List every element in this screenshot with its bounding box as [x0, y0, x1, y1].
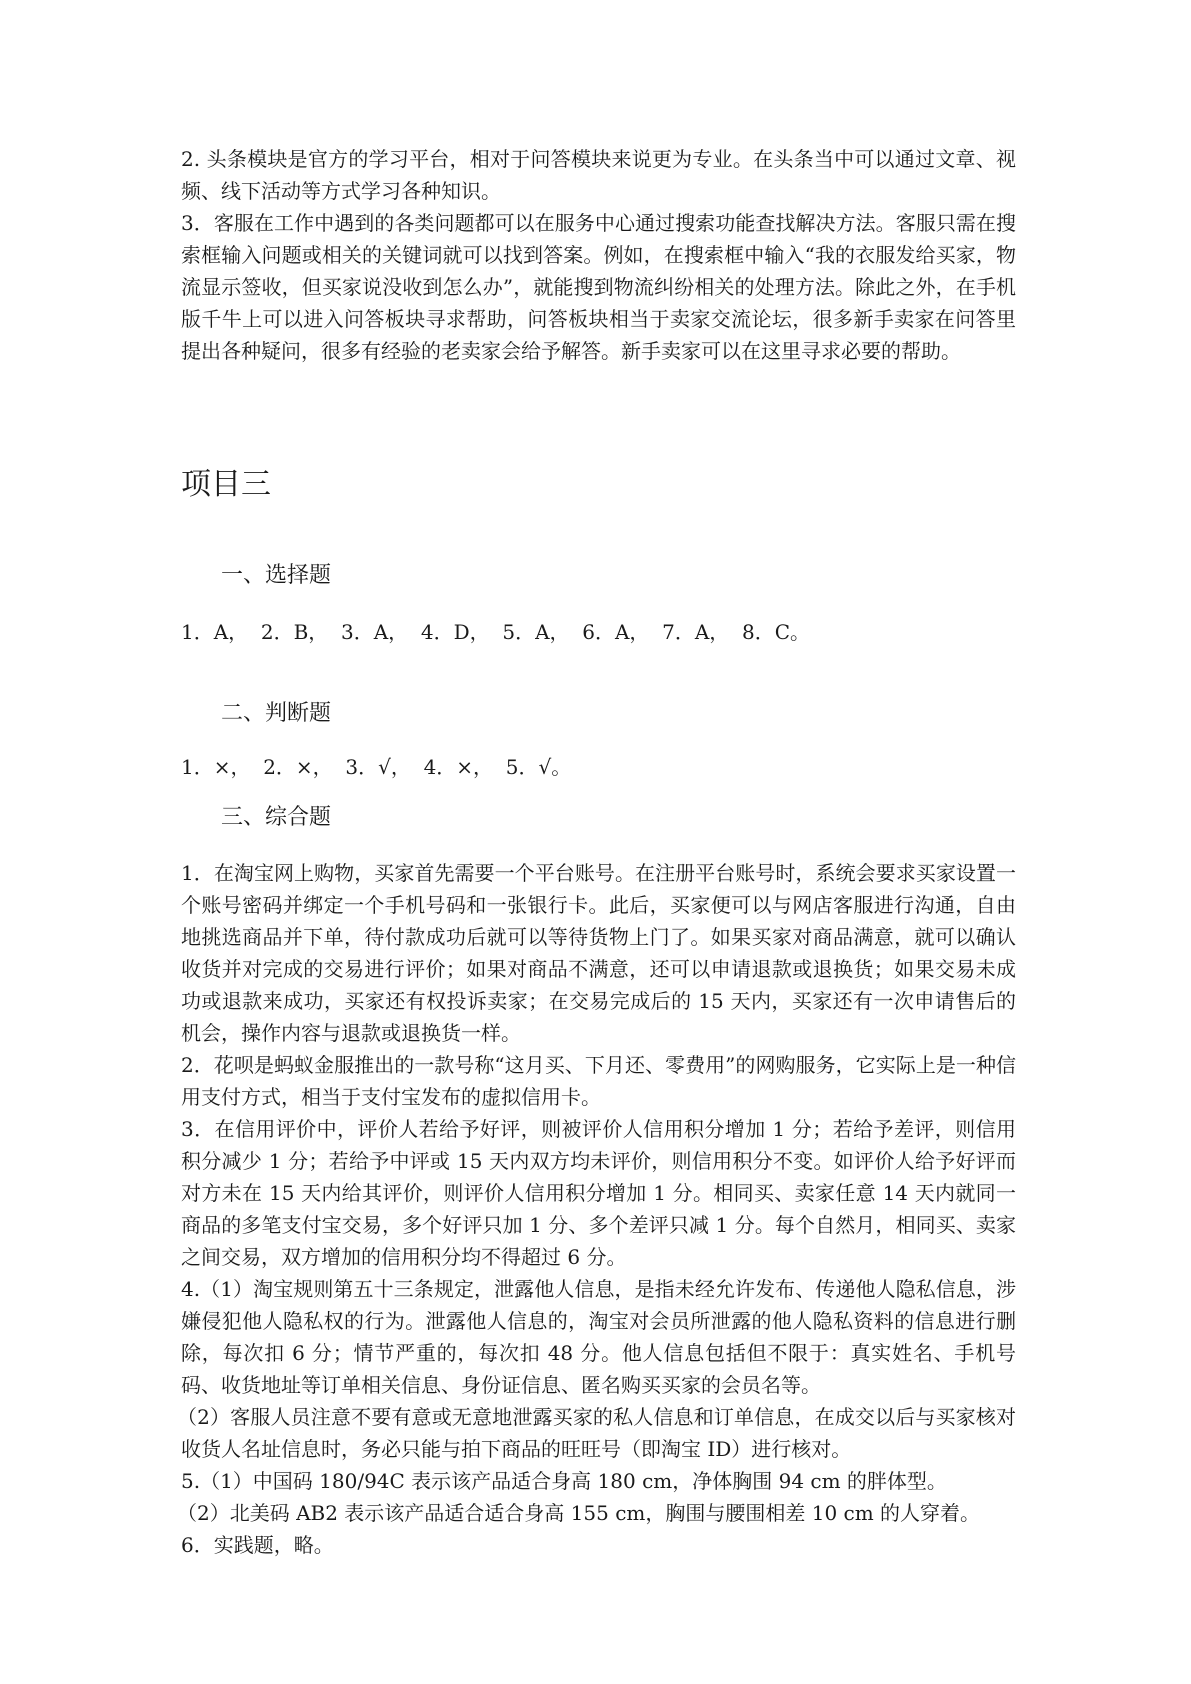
intro-paragraph-3: 3．客服在工作中遇到的各类问题都可以在服务中心通过搜索功能查找解决方法。客服只需在搜索框输入问题或相关的关键词就可以找到答案。例如，在搜索框中输入“我的衣服发给买家，物流显示签收，但买家说没收到怎么办”，就能搜到物流纠纷相关的处理方法。除此之外，在手机版千牛上可以进入问答板块寻求帮助，问答板块相当于卖家交流论坛，很多新手卖家在问答里提出各种疑问，很多有经验的老卖家会给予解答。新手卖家可以在这里寻求必要的帮助。 [181, 211, 1016, 363]
intro-block [181, 143, 1016, 367]
comprehensive-answer-3: 3．在信用评价中，评价人若给予好评，则被评价人信用积分增加 1 分；若给予差评，则信用积分减少 1 分；若给予中评或 15 天内双方均未评价，则信用积分不变。如评价人给予好评而对方未在 15 天内给其评价，则评价人信用积分增加 1 分。相同买、卖家任意 14 天内就同一商品的多笔支付宝交易，多个好评只加 1 分、多个差评只减 1 分。每个自然月，相同买、卖家之间交易，双方增加的信用积分均不得超过 6 分。 [181, 1117, 1016, 1269]
comprehensive-answer-5-2: （2）北美码 AB2 表示该产品适合适合身高 155 cm，胸围与腰围相差 10 cm 的人穿着。 [177, 1501, 981, 1525]
comprehensive-answer-4-2: （2）客服人员注意不要有意或无意地泄露买家的私人信息和订单信息，在成交以后与买家核对收货人名址信息时，务必只能与拍下商品的旺旺号（即淘宝 ID）进行核对。 [177, 1405, 1016, 1461]
comprehensive-answer-4-1: 4.（1）淘宝规则第五十三条规定，泄露他人信息，是指未经允许发布、传递他人隐私信息，涉嫌侵犯他人隐私权的行为。泄露他人信息的，淘宝对会员所泄露的他人隐私资料的信息进行删除，每次扣 6 分；情节严重的，每次扣 48 分。他人信息包括但不限于：真实姓名、手机号码、收货地址等订单相关信息、身份证信息、匿名购买买家的会员名等。 [181, 1277, 1016, 1397]
section-heading-judgment: 二、判断题 [221, 701, 332, 726]
comprehensive-answer-6: 6．实践题，略。 [181, 1533, 334, 1557]
project-title: 项目三 [181, 467, 271, 502]
comprehensive-answer-2: 2．花呗是蚂蚁金服推出的一款号称“这月买、下月还、零费用”的网购服务，它实际上是一种信用支付方式，相当于支付宝发布的虚拟信用卡。 [181, 1053, 1016, 1109]
choice-answers: 1．A， 2．B， 3．A， 4．D， 5．A， 6．A， 7．A， 8．C。 [181, 620, 811, 644]
intro-paragraph-2: 2. 头条模块是官方的学习平台，相对于问答模块来说更为专业。在头条当中可以通过文章、视频、线下活动等方式学习各种知识。 [181, 147, 1016, 203]
comprehensive-answers [177, 857, 1016, 1561]
comprehensive-answer-5-1: 5.（1）中国码 180/94C 表示该产品适合身高 180 cm，净体胸围 94 cm 的胖体型。 [181, 1469, 947, 1493]
comprehensive-answer-1: 1．在淘宝网上购物，买家首先需要一个平台账号。在注册平台账号时，系统会要求买家设置一个账号密码并绑定一个手机号码和一张银行卡。此后，买家便可以与网店客服进行沟通，自由地挑选商品并下单，待付款成功后就可以等待货物上门了。如果买家对商品满意，就可以确认收货并对完成的交易进行评价；如果对商品不满意，还可以申请退款或退换货；如果交易未成功或退款来成功，买家还有权投诉卖家；在交易完成后的 15 天内，买家还有一次申请售后的机会，操作内容与退款或退换货一样。 [181, 861, 1016, 1045]
judgment-answers: 1．×， 2．×， 3．√， 4．×， 5．√。 [181, 755, 572, 779]
section-heading-choice: 一、选择题 [221, 563, 332, 588]
section-heading-comprehensive: 三、综合题 [221, 805, 332, 830]
